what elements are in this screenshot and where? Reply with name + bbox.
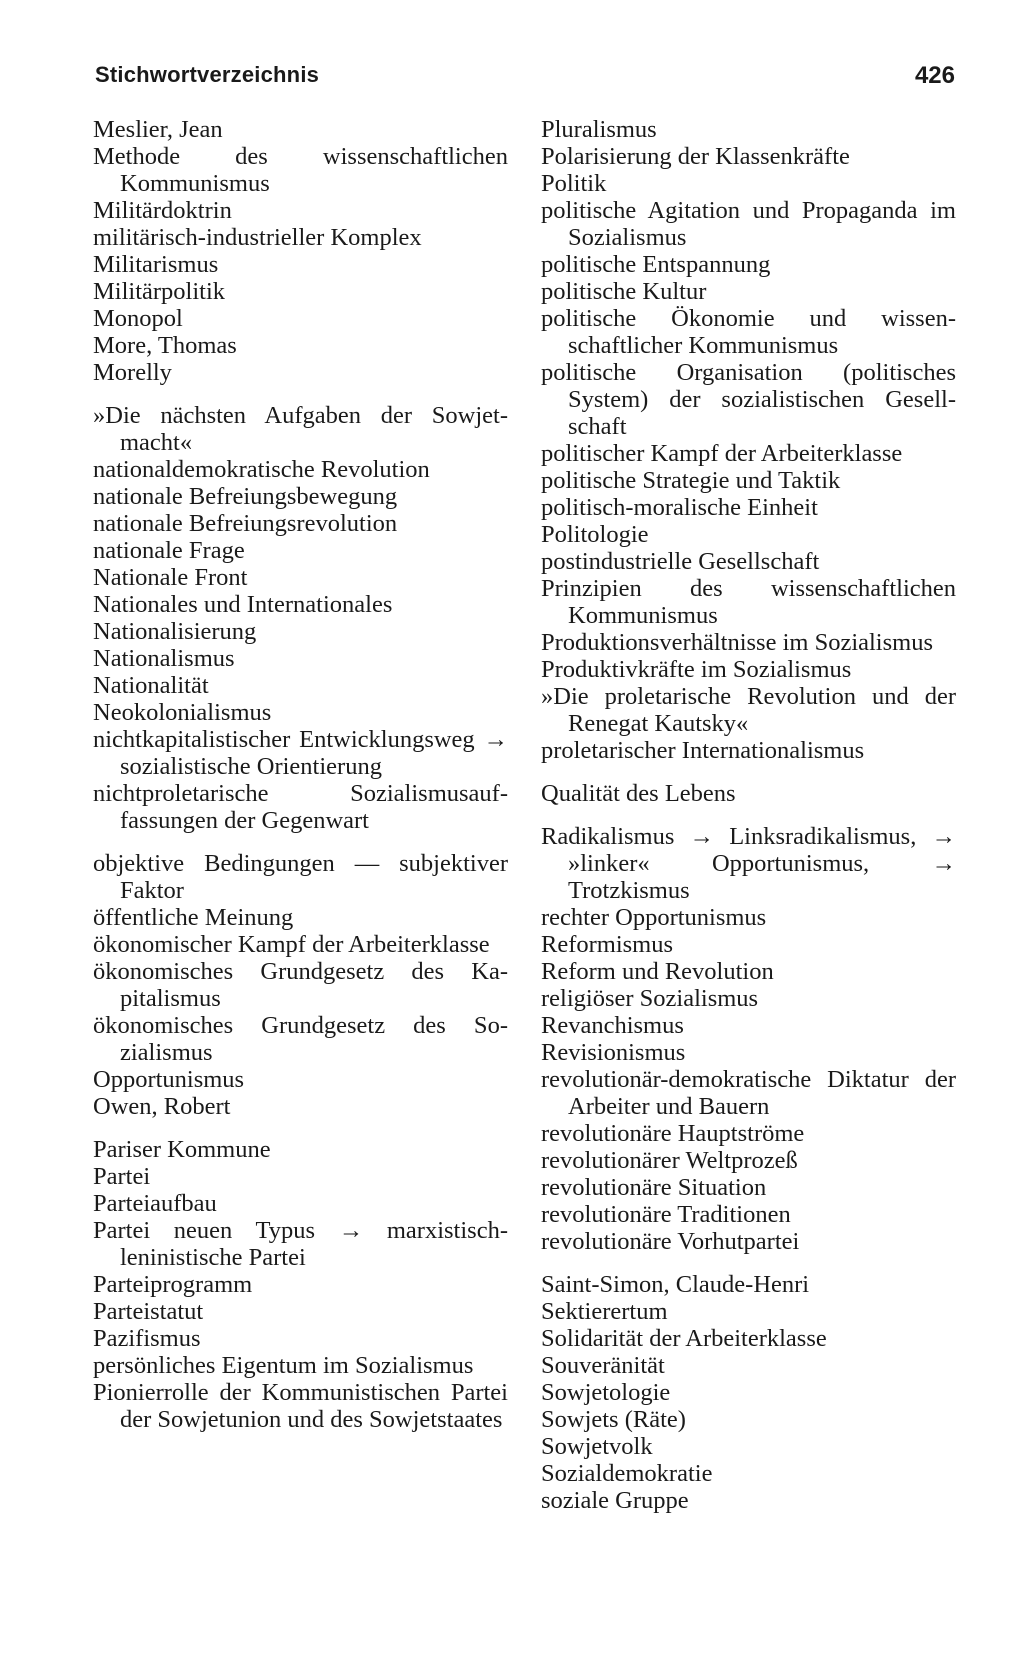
index-entry: nationaldemokratische Revolution: [93, 456, 430, 483]
index-entry: Produktivkräfte im Sozialismus: [541, 656, 852, 683]
index-entry: politische Kultur: [541, 278, 707, 305]
index-entry: Pariser Kommune: [93, 1136, 271, 1163]
index-entry: Nationalität: [93, 672, 209, 699]
index-entry: Souveränität: [541, 1352, 665, 1379]
index-entry: Produktionsverhältnisse im Sozialismus: [541, 629, 933, 656]
index-entry: revolutionäre Situation: [541, 1174, 767, 1201]
index-entry: Partei: [93, 1163, 151, 1190]
index-entry: Sozialdemokratie: [541, 1460, 713, 1487]
index-entry: proletarischer Internationalismus: [541, 737, 865, 764]
index-entry: nichtkapitalistischer Entwicklungsweg → sozialistische Orientierung: [93, 726, 508, 780]
index-entry: rechter Opportunismus: [541, 904, 767, 931]
index-entry: objektive Bedingungen — subjektiver Faktor: [93, 850, 508, 904]
index-entry: religiöser Sozialismus: [541, 985, 759, 1012]
index-entry: nichtproletarische Sozialismusauffassungen der Gegenwart: [93, 780, 508, 834]
index-entry: Monopol: [93, 305, 183, 332]
index-entry: Parteistatut: [93, 1298, 204, 1325]
index-entry: »Die proletarische Revolution und der Renegat Kautsky«: [541, 683, 956, 737]
index-column-right: [541, 116, 956, 1514]
index-entry: More, Thomas: [93, 332, 237, 359]
index-entry: ökonomisches Grundgesetz des Kapitalismus: [93, 958, 508, 1012]
index-entry: Nationale Front: [93, 564, 248, 591]
index-entry: soziale Gruppe: [541, 1487, 689, 1514]
index-column-left: [93, 116, 508, 1433]
index-entry: Pionierrolle der Kommunistischen Partei der Sowjetunion und des Sowjetstaates: [93, 1379, 508, 1433]
index-entry: revolutionäre Traditionen: [541, 1201, 791, 1228]
index-entry: nationale Befreiungsrevolution: [93, 510, 398, 537]
index-entry: Militärpolitik: [93, 278, 226, 305]
index-entry: Sektierertum: [541, 1298, 668, 1325]
index-entry: Revanchismus: [541, 1012, 684, 1039]
index-entry: politische Agitation und Propaganda im Sozialismus: [541, 197, 956, 251]
index-entry: Militärdoktrin: [93, 197, 232, 224]
index-entry: politische Organisation (politisches System) der sozialistischen Gesellschaft: [541, 359, 956, 440]
index-entry: ökonomisches Grundgesetz des Sozialismus: [93, 1012, 508, 1066]
index-entry: Morelly: [93, 359, 172, 386]
index-entry: Neokolonialismus: [93, 699, 272, 726]
index-entry: revolutionäre Hauptströme: [541, 1120, 805, 1147]
index-entry: revolutionär-demokratische Diktatur der Arbeiter und Bauern: [541, 1066, 956, 1120]
index-entry: Nationalismus: [93, 645, 235, 672]
index-entry: revolutionärer Weltprozeß: [541, 1147, 798, 1174]
page-title: Stichwortverzeichnis: [95, 62, 320, 87]
index-entry: Revisionismus: [541, 1039, 686, 1066]
index-entry: Pazifismus: [93, 1325, 201, 1352]
index-entry: Radikalismus → Linksradikalismus, → »linker« Opportunismus, → Trotzkismus: [541, 823, 956, 904]
index-entry: Reformismus: [541, 931, 674, 958]
index-entry: nationale Frage: [93, 537, 245, 564]
index-entry: Methode des wissenschaftlichen Kommunismus: [93, 143, 508, 197]
index-entry: Reform und Revolution: [541, 958, 774, 985]
index-entry: Solidarität der Arbeiterklasse: [541, 1325, 827, 1352]
page-number: 426: [914, 62, 955, 89]
index-entry: Sowjetvolk: [541, 1433, 653, 1460]
index-entry: Owen, Robert: [93, 1093, 231, 1120]
index-entry: politische Ökonomie und wissenschaftlicher Kommunismus: [541, 305, 956, 359]
index-entry: Nationales und Internationales: [93, 591, 393, 618]
index-entry: Sowjetologie: [541, 1379, 671, 1406]
index-entry: persönliches Eigentum im Sozialismus: [93, 1352, 474, 1379]
index-entry: Pluralismus: [541, 116, 657, 143]
page-header: [95, 62, 955, 102]
index-entry: Nationalisierung: [93, 618, 257, 645]
index-entry: Qualität des Lebens: [541, 780, 736, 807]
index-entry: »Die nächsten Aufgaben der Sowjetmacht«: [93, 402, 508, 456]
index-entry: Politologie: [541, 521, 649, 548]
index-entry: Saint-Simon, Claude-Henri: [541, 1271, 810, 1298]
index-entry: politisch-moralische Einheit: [541, 494, 818, 521]
index-entry: postindustrielle Gesellschaft: [541, 548, 820, 575]
index-entry: politischer Kampf der Arbeiterklasse: [541, 440, 903, 467]
index-entry: Parteiaufbau: [93, 1190, 217, 1217]
index-entry: politische Entspannung: [541, 251, 771, 278]
index-entry: Militarismus: [93, 251, 219, 278]
index-entry: politische Strategie und Taktik: [541, 467, 841, 494]
index-entry: revolutionäre Vorhutpartei: [541, 1228, 800, 1255]
index-entry: Sowjets (Räte): [541, 1406, 686, 1433]
index-entry: Prinzipien des wissenschaftlichen Kommunismus: [541, 575, 956, 629]
index-entry: Opportunismus: [93, 1066, 245, 1093]
index-entry: ökonomischer Kampf der Arbeiterklasse: [93, 931, 490, 958]
index-entry: Partei neuen Typus → marxistischleninistische Partei: [93, 1217, 508, 1271]
index-entry: Parteiprogramm: [93, 1271, 253, 1298]
index-entry: Meslier, Jean: [93, 116, 223, 143]
index-entry: militärisch-industrieller Komplex: [93, 224, 422, 251]
index-entry: Polarisierung der Klassenkräfte: [541, 143, 850, 170]
index-entry: öffentliche Meinung: [93, 904, 294, 931]
index-entry: Politik: [541, 170, 607, 197]
index-entry: nationale Befreiungsbewegung: [93, 483, 398, 510]
